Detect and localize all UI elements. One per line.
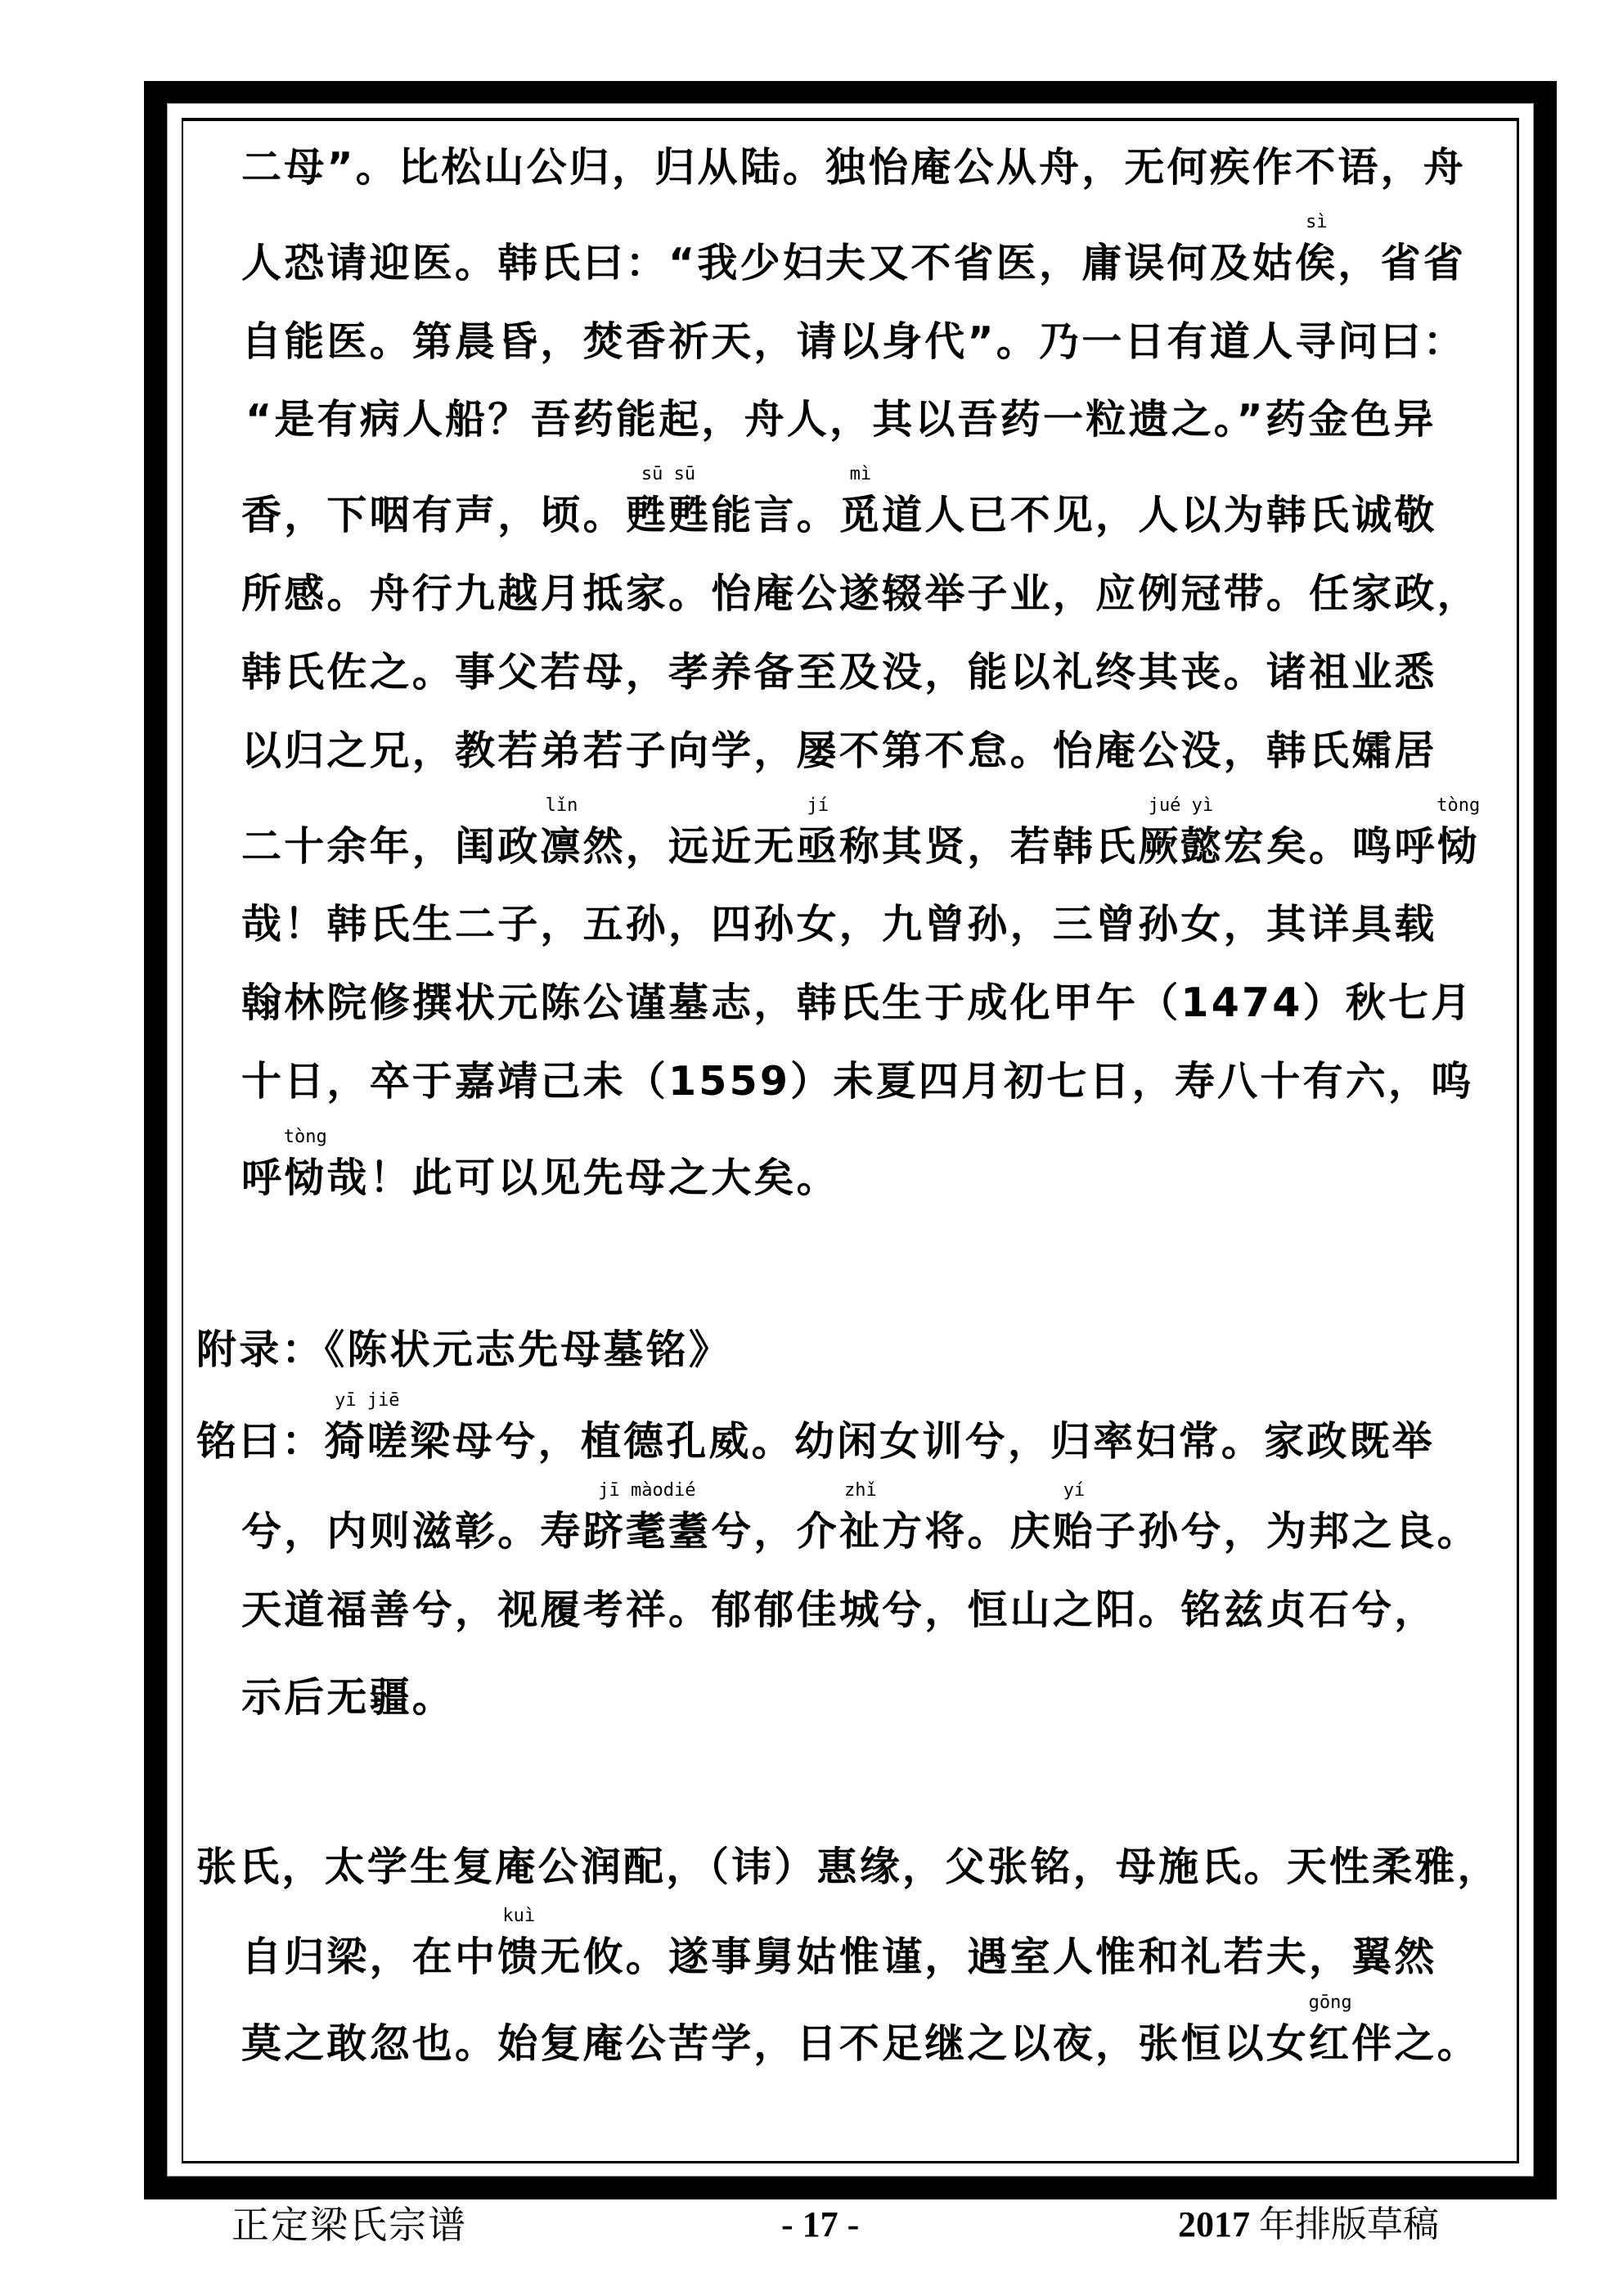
text-segment: 天道福善兮，视履考祥。郁郁佳城兮，恒山之阳。铭兹贞石兮， xyxy=(241,1587,1437,1633)
text-segment: 能言。 xyxy=(711,492,839,538)
annotated-text: 馈 xyxy=(497,1934,541,1980)
pinyin-annotation: yí xyxy=(1063,1480,1086,1501)
annotated-text: 厥懿 xyxy=(1138,823,1224,870)
text-line xyxy=(241,1057,1473,1106)
pinyin-annotation: sì xyxy=(1306,212,1328,232)
annotated-char xyxy=(1138,795,1224,871)
annotated-text: 恸 xyxy=(284,1155,327,1201)
text-segment: 附录：《陈状元志先母墓铭》 xyxy=(196,1326,732,1373)
annotated-char xyxy=(1436,795,1481,871)
text-line xyxy=(241,1906,1437,1982)
text-segment: 无攸。遂事舅姑惟谨，遇室人惟和礼若夫，翼然 xyxy=(540,1934,1437,1980)
text-segment: 道人已不见，人以为韩氏诚敬 xyxy=(882,492,1437,538)
text-line xyxy=(241,1480,1480,1556)
text-segment: 香，下咽有声，顷。 xyxy=(241,492,626,538)
text-line xyxy=(241,1992,1480,2069)
text-segment: 韩氏佐之。事父若母，孝养备至及没，能以礼终其丧。诸祖业悉 xyxy=(241,649,1437,696)
annotated-text: 祉 xyxy=(838,1508,883,1555)
text-segment: 子孙兮，为邦之良。 xyxy=(1095,1508,1480,1555)
text-segment: 呼 xyxy=(241,1155,285,1201)
footer-draft-label: 年排版草稿 xyxy=(1259,2204,1439,2244)
text-line xyxy=(196,1843,1500,1892)
footer-page-number: - 17 - xyxy=(781,2204,860,2244)
annotated-text: 恸 xyxy=(1436,823,1480,870)
pinyin-annotation: tòng xyxy=(283,1127,327,1147)
annotated-char xyxy=(1308,1992,1352,2069)
annotated-text: 亟 xyxy=(796,823,839,870)
text-segment: 翰林院修撰状元陈公谨墓志，韩氏生于成化甲午（1474）秋七月 xyxy=(241,979,1474,1026)
text-segment: 铭曰： xyxy=(196,1418,325,1465)
text-line xyxy=(241,1673,455,1722)
text-segment: 自能医。第晨昏，焚香祈天，请以身代”。乃一日有道人寻问曰： xyxy=(241,318,1467,365)
annotated-text: 贻 xyxy=(1052,1508,1096,1555)
annotated-char xyxy=(1295,212,1338,288)
text-segment: 莫之敢忽也。始复庵公苦学，日不足继之以夜，张恒以女 xyxy=(241,2020,1310,2067)
text-segment: 自归梁，在中 xyxy=(241,1934,498,1980)
pinyin-annotation: gōng xyxy=(1308,1992,1352,2013)
text-segment: 所感。舟行九越月抵家。怡庵公遂辍举子业，应例冠带。任家政， xyxy=(241,570,1480,617)
pinyin-annotation: jué yì xyxy=(1148,795,1214,816)
footer-draft-year: 2017 xyxy=(1178,2204,1250,2244)
text-segment: 宏矣。鸣呼 xyxy=(1223,823,1437,870)
annotated-char xyxy=(497,1906,541,1982)
text-line xyxy=(241,212,1467,288)
text-line xyxy=(196,1390,1435,1466)
annotated-text: 凛 xyxy=(540,823,583,870)
pinyin-annotation: lǐn xyxy=(545,795,578,816)
pinyin-annotation: jí xyxy=(807,795,829,816)
text-segment: 示后无疆。 xyxy=(241,1674,456,1721)
text-segment: 称其贤，若韩氏 xyxy=(838,823,1139,870)
pinyin-annotation: jī màodié xyxy=(598,1480,696,1501)
footer-book-title: 正定梁氏宗谱 xyxy=(232,2203,467,2247)
annotated-char xyxy=(1052,1480,1096,1556)
text-segment: 以归之兄，教若弟若子向学，屡不第不怠。怡庵公没，韩氏孀居 xyxy=(241,727,1437,774)
text-line xyxy=(241,569,1480,619)
pinyin-annotation: tòng xyxy=(1436,795,1481,816)
annotated-char xyxy=(582,1480,712,1556)
text-segment: ，省省 xyxy=(1338,240,1467,286)
text-segment: 十日，卒于嘉靖己未（1559）未夏四月初七日，寿八十有六，呜 xyxy=(241,1058,1474,1105)
text-segment: 兮，内则滋彰。寿 xyxy=(241,1508,583,1555)
pinyin-annotation: zhǐ xyxy=(844,1480,877,1501)
text-segment: 哉！韩氏生二子，五孙，四孙女，九曾孙，三曾孙女，其详具载 xyxy=(241,901,1437,948)
pinyin-annotation: sū sū xyxy=(641,464,696,484)
text-segment: 梁母兮，植德孔威。幼闲女训兮，归率妇常。家政既举 xyxy=(410,1418,1435,1465)
annotated-char xyxy=(324,1390,411,1466)
annotated-text: 跻耄耋 xyxy=(582,1508,712,1555)
annotated-text: 觅 xyxy=(838,492,883,538)
text-segment: 然，远近无 xyxy=(582,823,797,870)
annotated-text: 红 xyxy=(1309,2020,1352,2067)
pinyin-annotation: kuì xyxy=(502,1906,536,1926)
text-line xyxy=(241,1127,839,1203)
pinyin-annotation: yī jiē xyxy=(335,1390,400,1411)
annotated-char xyxy=(283,1127,327,1203)
text-line xyxy=(241,1586,1437,1635)
annotated-text: 猗嗟 xyxy=(324,1418,411,1465)
text-segment: 伴之。 xyxy=(1351,2020,1480,2067)
annotated-char xyxy=(796,795,839,871)
text-line xyxy=(241,727,1437,776)
text-segment: 人恐请迎医。韩氏曰：“我少妇夫又不省医，庸误何及姑 xyxy=(241,240,1296,286)
text-line xyxy=(196,1326,731,1375)
text-line xyxy=(241,979,1473,1028)
annotated-text: 俟 xyxy=(1295,240,1338,286)
text-line xyxy=(241,317,1466,367)
text-segment: 哉！此可以见先母之大矣。 xyxy=(326,1155,839,1201)
pinyin-annotation: mì xyxy=(849,464,872,484)
text-segment: 二母”。比松山公归，归从陆。独怡庵公从舟，无何疾作不语，舟 xyxy=(241,144,1467,191)
text-line xyxy=(245,395,1436,444)
text-segment: 方将。庆 xyxy=(882,1508,1053,1555)
text-line xyxy=(241,900,1437,949)
text-line xyxy=(241,464,1437,540)
annotated-char xyxy=(838,464,883,540)
text-segment: 二十余年，闺政 xyxy=(241,823,541,870)
annotated-char xyxy=(838,1480,883,1556)
annotated-char xyxy=(540,795,583,871)
annotated-text: 甦甦 xyxy=(625,492,712,538)
text-line xyxy=(241,648,1437,697)
footer-draft-note xyxy=(1178,2204,1439,2245)
text-line xyxy=(241,143,1466,192)
text-segment: 张氏，太学生复庵公润配，（讳）惠缘，父张铭，母施氏。天性柔雅， xyxy=(196,1844,1500,1890)
text-segment: “是有病人船？吾药能起，舟人，其以吾药一粒遗之。”药金色异 xyxy=(245,396,1436,443)
text-line xyxy=(241,795,1481,871)
text-segment: 兮，介 xyxy=(711,1508,839,1555)
annotated-char xyxy=(625,464,712,540)
